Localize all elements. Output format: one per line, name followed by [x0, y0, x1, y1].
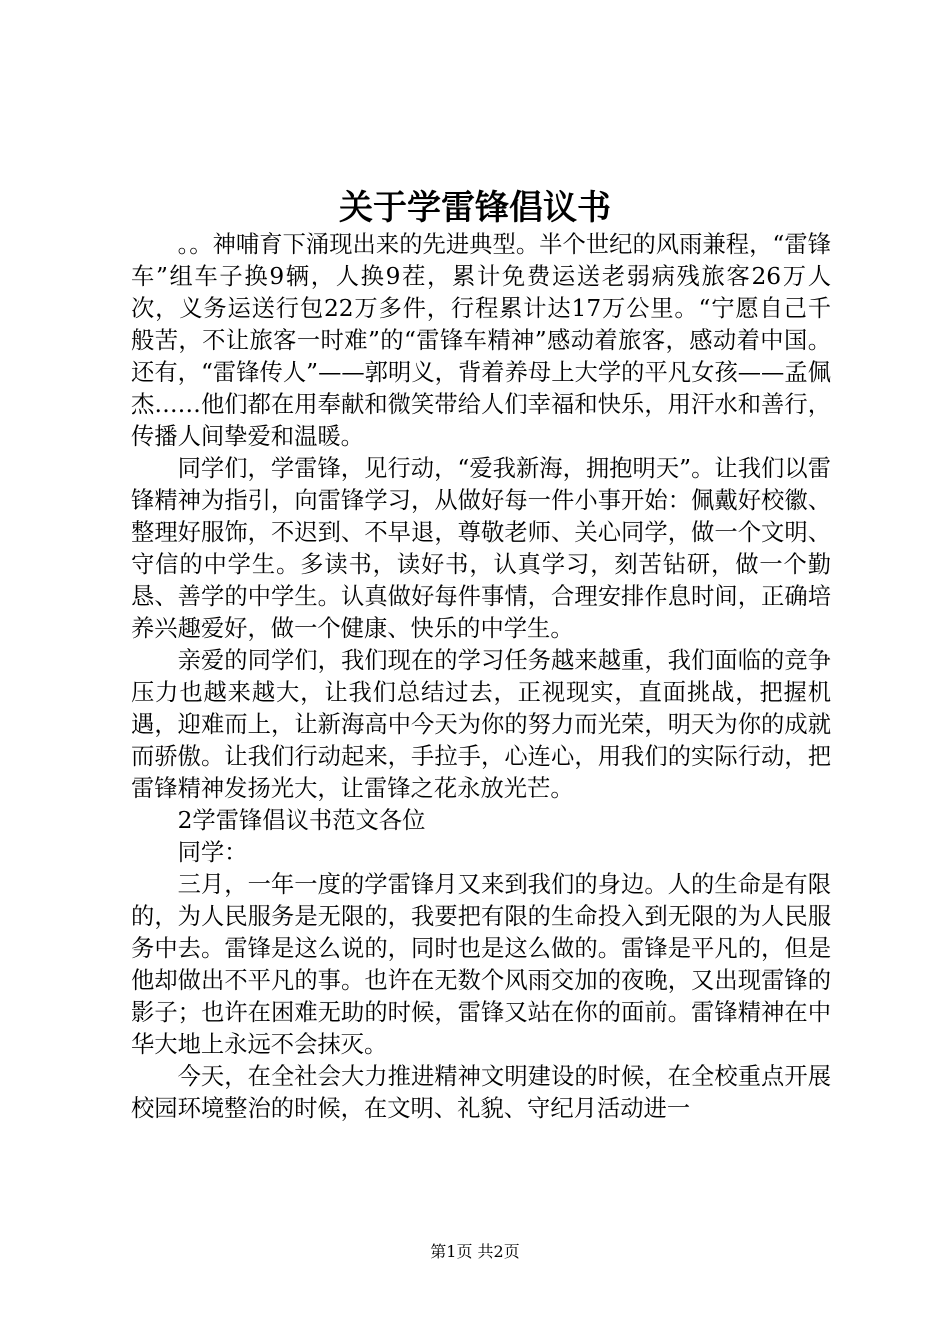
page-indicator: 第1页 共2页 — [430, 1242, 520, 1261]
document-title: 关于学雷锋倡议书 — [339, 188, 611, 228]
page-footer — [0, 1240, 950, 1264]
section-heading: 2学雷锋倡议书范文各位 — [177, 807, 426, 834]
paragraph: 今天，在全社会大力推进精神文明建设的时候，在全校重点开展校园环境整治的时候，在文明、礼貌、守纪月活动进一 — [131, 1063, 831, 1122]
paragraph: 三月，一年一度的学雷锋月又来到我们的身边。人的生命是有限的，为人民服务是无限的，我要把有限的生命投入到无限的为人民服务中去。雷锋是这么说的，同时也是这么做的。雷锋是平凡的，但是他却做出不平凡的事。也许在无数个风雨交加的夜晚，又出现雷锋的影子；也许在困难无助的时候，雷锋又站在你的面前。雷锋精神在中华大地上永远不会抹灭。 — [131, 871, 831, 1058]
document-body — [131, 229, 831, 1125]
paragraph: 同学们，学雷锋，见行动，“爱我新海，拥抱明天”。让我们以雷锋精神为指引，向雷锋学习，从做好每一件小事开始：佩戴好校徽、整理好服饰，不迟到、不早退，尊敬老师、关心同学，做一个文明、守信的中学生。多读书，读好书，认真学习，刻苦钻研，做一个勤恳、善学的中学生。认真做好每件事情，合理安排作息时间，正确培养兴趣爱好，做一个健康、快乐的中学生。 — [131, 455, 831, 642]
salutation: 同学： — [177, 839, 248, 866]
paragraph: 。。神哺育下涌现出来的先进典型。半个世纪的风雨兼程，“雷锋车”组车子换9辆，人换9茬，累计免费运送老弱病残旅客26万人次，义务运送行包22万多件，行程累计达17万公里。“宁愿自己千般苦，不让旅客一时难”的“雷锋车精神”感动着旅客，感动着中国。还有，“雷锋传人”——郭明义，背着养母上大学的平凡女孩——孟佩杰……他们都在用奉献和微笑带给人们幸福和快乐，用汗水和善行，传播人间挚爱和温暖。 — [131, 231, 831, 450]
paragraph: 亲爱的同学们，我们现在的学习任务越来越重，我们面临的竞争压力也越来越大，让我们总结过去，正视现实，直面挑战，把握机遇，迎难而上，让新海高中今天为你的努力而光荣，明天为你的成就而骄傲。让我们行动起来，手拉手，心连心，用我们的实际行动，把雷锋精神发扬光大，让雷锋之花永放光芒。 — [131, 647, 831, 802]
